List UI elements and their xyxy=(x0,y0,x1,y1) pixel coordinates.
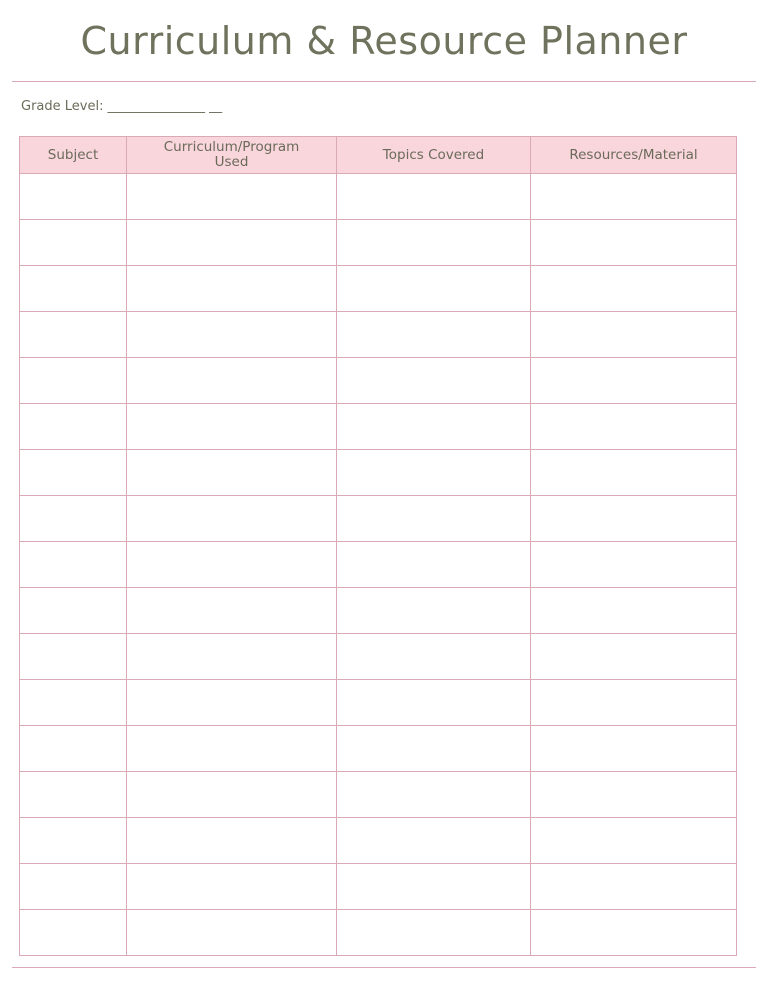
table-row xyxy=(20,818,737,864)
table-cell-resources[interactable] xyxy=(531,450,737,496)
page-title: Curriculum & Resource Planner xyxy=(80,19,688,63)
table-cell-topics[interactable] xyxy=(337,174,531,220)
table-row xyxy=(20,634,737,680)
table-cell-topics[interactable] xyxy=(337,358,531,404)
table-row xyxy=(20,312,737,358)
table-row xyxy=(20,220,737,266)
planner-table xyxy=(19,136,737,956)
table-cell-topics[interactable] xyxy=(337,312,531,358)
bottom-divider xyxy=(12,967,756,968)
table-cell-curriculum[interactable] xyxy=(127,450,337,496)
table-row xyxy=(20,680,737,726)
table-cell-topics[interactable] xyxy=(337,910,531,956)
table-cell-topics[interactable] xyxy=(337,220,531,266)
table-cell-subject[interactable] xyxy=(20,404,127,450)
table-cell-subject[interactable] xyxy=(20,542,127,588)
table-cell-curriculum[interactable] xyxy=(127,496,337,542)
table-row xyxy=(20,404,737,450)
table-row xyxy=(20,358,737,404)
table-cell-curriculum[interactable] xyxy=(127,680,337,726)
table-cell-resources[interactable] xyxy=(531,864,737,910)
table-cell-subject[interactable] xyxy=(20,358,127,404)
table-cell-resources[interactable] xyxy=(531,312,737,358)
table-cell-topics[interactable] xyxy=(337,680,531,726)
table-cell-topics[interactable] xyxy=(337,450,531,496)
table-row xyxy=(20,174,737,220)
table-row xyxy=(20,726,737,772)
table-cell-subject[interactable] xyxy=(20,496,127,542)
table-cell-subject[interactable] xyxy=(20,726,127,772)
table-cell-topics[interactable] xyxy=(337,864,531,910)
table-cell-subject[interactable] xyxy=(20,220,127,266)
table-cell-curriculum[interactable] xyxy=(127,910,337,956)
table-cell-resources[interactable] xyxy=(531,680,737,726)
column-header-topics: Topics Covered xyxy=(337,137,531,174)
table-row xyxy=(20,266,737,312)
table-cell-subject[interactable] xyxy=(20,680,127,726)
table-cell-resources[interactable] xyxy=(531,726,737,772)
table-cell-topics[interactable] xyxy=(337,726,531,772)
table-row xyxy=(20,910,737,956)
column-header-subject: Subject xyxy=(20,137,127,174)
table-cell-resources[interactable] xyxy=(531,358,737,404)
table-cell-topics[interactable] xyxy=(337,404,531,450)
table-cell-subject[interactable] xyxy=(20,450,127,496)
table-cell-topics[interactable] xyxy=(337,772,531,818)
table-cell-subject[interactable] xyxy=(20,634,127,680)
table-cell-resources[interactable] xyxy=(531,496,737,542)
table-cell-subject[interactable] xyxy=(20,910,127,956)
table-cell-resources[interactable] xyxy=(531,174,737,220)
table-cell-resources[interactable] xyxy=(531,404,737,450)
table-row xyxy=(20,496,737,542)
table-cell-curriculum[interactable] xyxy=(127,312,337,358)
table-cell-resources[interactable] xyxy=(531,220,737,266)
table-cell-resources[interactable] xyxy=(531,818,737,864)
table-cell-curriculum[interactable] xyxy=(127,266,337,312)
table-cell-subject[interactable] xyxy=(20,266,127,312)
table-cell-curriculum[interactable] xyxy=(127,174,337,220)
table-row xyxy=(20,772,737,818)
grade-level-blank[interactable]: _______________ __ xyxy=(107,99,223,114)
table-cell-resources[interactable] xyxy=(531,588,737,634)
table-cell-curriculum[interactable] xyxy=(127,726,337,772)
table-cell-topics[interactable] xyxy=(337,818,531,864)
table-cell-topics[interactable] xyxy=(337,634,531,680)
table-cell-curriculum[interactable] xyxy=(127,818,337,864)
table-cell-subject[interactable] xyxy=(20,772,127,818)
table-cell-curriculum[interactable] xyxy=(127,220,337,266)
table-cell-curriculum[interactable] xyxy=(127,634,337,680)
column-header-curriculum: Curriculum/Program Used xyxy=(127,137,337,174)
table-cell-subject[interactable] xyxy=(20,818,127,864)
table-cell-subject[interactable] xyxy=(20,588,127,634)
table-cell-topics[interactable] xyxy=(337,542,531,588)
table-cell-curriculum[interactable] xyxy=(127,542,337,588)
grade-level-field[interactable] xyxy=(21,99,222,114)
table-cell-curriculum[interactable] xyxy=(127,864,337,910)
top-divider xyxy=(12,81,756,82)
table-cell-topics[interactable] xyxy=(337,496,531,542)
table-cell-topics[interactable] xyxy=(337,588,531,634)
table-cell-topics[interactable] xyxy=(337,266,531,312)
table-cell-resources[interactable] xyxy=(531,266,737,312)
table-cell-curriculum[interactable] xyxy=(127,588,337,634)
header-row xyxy=(20,137,737,174)
table-row xyxy=(20,864,737,910)
table-cell-subject[interactable] xyxy=(20,174,127,220)
table-body xyxy=(20,174,737,956)
table-cell-resources[interactable] xyxy=(531,634,737,680)
grade-level-label: Grade Level: xyxy=(21,99,104,114)
table-cell-resources[interactable] xyxy=(531,772,737,818)
table-cell-subject[interactable] xyxy=(20,864,127,910)
table-cell-curriculum[interactable] xyxy=(127,358,337,404)
table-cell-resources[interactable] xyxy=(531,542,737,588)
table-row xyxy=(20,450,737,496)
table-cell-subject[interactable] xyxy=(20,312,127,358)
table-cell-curriculum[interactable] xyxy=(127,772,337,818)
column-header-resources: Resources/Material xyxy=(531,137,737,174)
table-cell-curriculum[interactable] xyxy=(127,404,337,450)
table-cell-resources[interactable] xyxy=(531,910,737,956)
table-row xyxy=(20,588,737,634)
table-row xyxy=(20,542,737,588)
